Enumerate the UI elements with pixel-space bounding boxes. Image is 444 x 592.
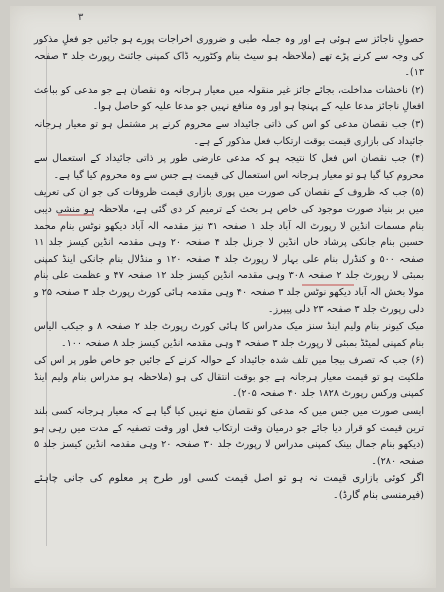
document-body (34, 32, 424, 506)
paragraph-6: میک کیونر بنام ولیم اینڈ سنز میک مدراس کا ہائی کورٹ رپورٹ جلد ۲ صفحہ ۸ و جیکب الیاس بنام کمپنی لمیٹڈ بمبئی لا رپورٹ جلد ۳ صفحہ ۴ وہی مقدمہ انڈین کیسز جلد ۸ صفحہ ۱۰۰۔ (34, 321, 424, 349)
paragraph-1: حصولِ ناجائز سے ہوئی ہے اور وہ جملہ طبی و ضروری اخراجات پورے ہو جائیں جو فعلِ مذکور کی وجہ سے کرنے پڑے تھے (ملاحظہ ہو سیٹ بنام وکٹوریہ ڈاک کمپنی جائنٹ رپورٹ جلد ۳ صفحہ ۱۳)۔ (34, 34, 424, 79)
paragraph-2: (۲) ناخشات مداخلت، بجائے جائز غیر منقولہ میں معیار ہرجانہ وہ نقصان ہے جو مدعی کو بباعث افعالِ ناجائز مدعا علیہ کے پہنچا ہو اور وہ منافع نہیں جو مدعا علیہ کو حاصل ہوا۔ (34, 84, 424, 113)
paragraph-7: (۶) جب کہ تصرف بیجا میں تلف شدہ جائیداد کے حوالہ کرنے کے جائیں جو خاص طور پر اس کی ملکیت ہو تو قیمت معیار ہرجانہ ہے جو بوقت انتقال کی ہو (ملاحظہ ہو مدراس بنام ولیم اینڈ کمپنی ورکس رپورٹ ۱۸۲۸ جلد ۴۰ صفحہ ۲۰۵)۔ (34, 355, 424, 400)
paragraph-5: (۵) جب کہ ظروف کے نقصان کی صورت میں پوری بازاری قیمت ظروفات کی جو ان کی تعریف میں بر بنیاد صورت موجود کی خاص ہر بحث کے ترمیم کر دی گئی ہے، ملاحظہ ہو منشی دیبی بنام مسمات انڈین لا رپورٹ الہ آباد جلد ۱ صفحہ ۳۱ نیز مقدمہ الہ آباد دیکھو نوٹس بنام محمد حسین بنام جانکی پرشاد خاں انڈین لا جرنل جلد ۴ صفحہ ۲۰ وہی مقدمہ انڈین کیسز جلد ۱۱ صفحہ ۵۰۰ و کنڈرل بنام علی بہار لا رپورٹ جلد ۴ صفحہ ۱۲۰ و منڈلال بنام جانکی اینڈ کمپنی بمبئی لا رپورٹ جلد ۲ صفحہ ۳۰۸ وہی مقدمہ انڈین کیسز جلد ۱۲ صفحہ ۴۷ و عظمت علی بنام مولا بخش الہ آباد دیکھو نوٹس جلد ۳ صفحہ ۴۰ وہی مقدمہ ہائی کورٹ رپورٹ جلد ۳ صفحہ ۲۵ و دلی رپورٹ جلد ۳ صفحہ ۲۳ دلی پیپرز۔ (34, 187, 425, 315)
paragraph-4: (۴) جب نقصان اس فعل کا نتیجہ ہو کہ مدعی عارضی طور پر ذاتی جائیداد کے استعمال سے محروم کیا گیا ہو تو معیار ہرجانہ اس استعمال کی قیمت ہے جس سے وہ محروم کیا گیا ہے۔ (34, 153, 424, 181)
paragraph-3: (۳) جب نقصان مدعی کو اس کی ذاتی جائیداد سے محروم کرنے پر مشتمل ہو تو معیار ہرجانہ جائیداد کی بازاری قیمت بوقت ارتکاب فعل مذکور کے ہے۔ (34, 118, 424, 147)
paragraph-9: اگر کوئی بازاری قیمت نہ ہو تو اصل قیمت کسی اور طرح پر معلوم کی جانی چاہئے (فیرمنسی بنام گارڈ)۔ (34, 473, 424, 502)
page-number: ۳ (78, 12, 84, 23)
document-page (10, 6, 436, 588)
paragraph-8: ایسی صورت میں جس میں کہ مدعی کو نقصان منع نہیں کیا گیا ہے کہ معیار ہرجانہ کسی بلند ترین قیمت کو قرار دیا جائے جو درمیان وقت ارتکاب فعل اور وقت تصفیہ کے مدت میں رہی ہو (دیکھو بنام جمال بینک کمپنی مدراس لا رپورٹ جلد ۳۰ صفحہ ۲۰ وہی مقدمہ انڈین کیسز جلد ۵ صفحہ ۲۸۰)۔ (34, 406, 425, 467)
